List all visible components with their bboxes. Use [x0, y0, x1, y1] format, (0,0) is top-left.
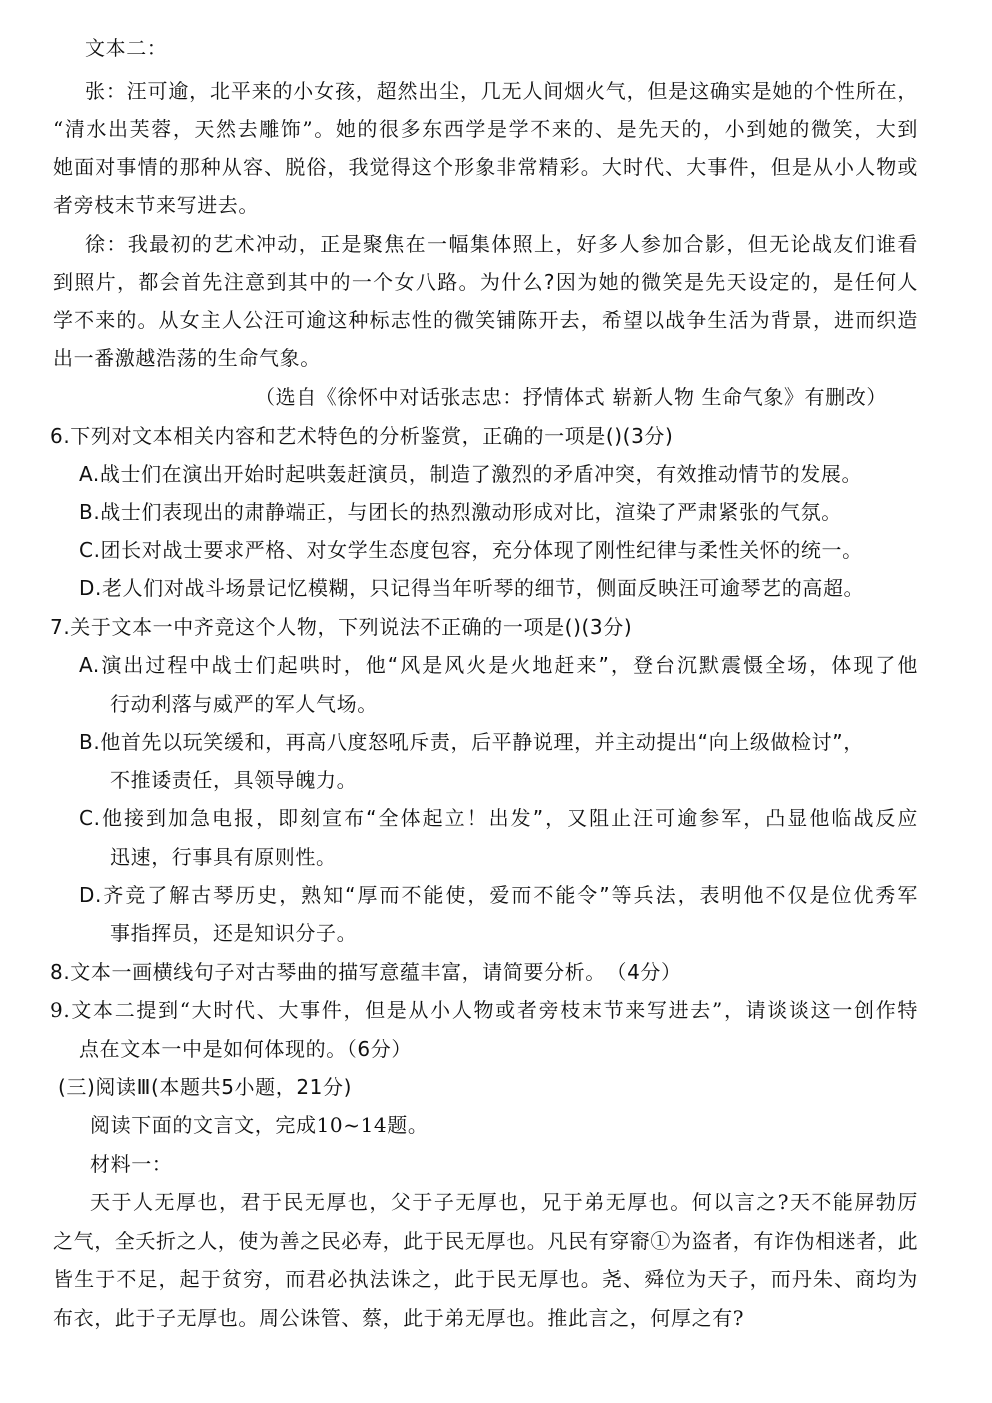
section3-instruction: 阅读下面的文言文，完成10~14题。 — [90, 1113, 429, 1137]
material1-line-2: 之气，全夭折之人，使为善之民必寿，此于民无厚也。凡民有穿窬①为盗者，有诈伪相迷者，此 — [53, 1229, 919, 1253]
q7-option-d-line-1: D.齐竞了解古琴历史，熟知“厚而不能使，爱而不能令”等兵法，表明他不仅是位优秀军 — [79, 883, 918, 907]
q6-option-c: C.团长对战士要求严格、对女学生态度包容，充分体现了刚性纪律与柔性关怀的统一。 — [79, 538, 863, 562]
section3-heading: (三)阅读Ⅲ(本题共5小题，21分) — [58, 1075, 352, 1099]
q7-option-a-line-1: A.演出过程中战士们起哄时，他“风是风火是火地赶来”，登台沉默震慑全场，体现了他 — [79, 653, 918, 677]
q7-option-b-line-2: 不推诿责任，具领导魄力。 — [110, 768, 358, 792]
q6-option-b: B.战士们表现出的肃静端正，与团长的热烈激动形成对比，渲染了严肃紧张的气氛。 — [79, 500, 842, 524]
q7-option-c-line-1: C.他接到加急电报，即刻宣布“全体起立！出发”，又阻止汪可逾参军，凸显他临战反应 — [79, 806, 918, 830]
material1-line-1: 天于人无厚也，君于民无厚也，父于子无厚也，兄于弟无厚也。何以言之?天不能屏勃厉 — [90, 1190, 918, 1214]
q6-stem: 6.下列对文本相关内容和艺术特色的分析鉴赏，正确的一项是()(3分) — [50, 424, 674, 448]
q6-option-d: D.老人们对战斗场景记忆模糊，只记得当年听琴的细节，侧面反映汪可逾琴艺的高超。 — [79, 576, 865, 600]
text2-heading: 文本二： — [85, 36, 168, 60]
material1-line-4: 布衣，此于子无厚也。周公诛管、蔡，此于弟无厚也。推此言之，何厚之有? — [53, 1306, 745, 1330]
q7-option-c-line-2: 迅速，行事具有原则性。 — [110, 845, 337, 869]
q7-stem: 7.关于文本一中齐竞这个人物，下列说法不正确的一项是()(3分) — [50, 615, 633, 639]
q7-option-a-line-2: 行动利落与威严的军人气场。 — [110, 692, 378, 716]
material1-line-3: 皆生于不足，起于贫穷，而君必执法诛之，此于民无厚也。尧、舜位为天子，而丹朱、商均为 — [53, 1267, 918, 1291]
q7-option-b-line-1: B.他首先以玩笑缓和，再高八度怒吼斥责，后平静说理，并主动提出“向上级做检讨”， — [79, 730, 864, 754]
text2-zhang-line-2: “清水出芙蓉，天然去雕饰”。她的很多东西学是学不来的、是先天的，小到她的微笑，大到 — [53, 117, 918, 141]
q6-option-a: A.战士们在演出开始时起哄轰赶演员，制造了激烈的矛盾冲突，有效推动情节的发展。 — [79, 462, 863, 486]
text2-zhang-line-3: 她面对事情的那种从容、脱俗，我觉得这个形象非常精彩。大时代、大事件，但是从小人物或 — [53, 155, 918, 179]
q9-line-1: 9.文本二提到“大时代、大事件，但是从小人物或者旁枝末节来写进去”，请谈谈这一创作特 — [50, 998, 918, 1022]
text2-xu-line-3: 学不来的。从女主人公汪可逾这种标志性的微笑铺陈开去，希望以战争生活为背景，进而织造 — [53, 308, 918, 332]
text2-xu-line-4: 出一番激越浩荡的生命气象。 — [53, 346, 321, 370]
text2-xu-line-1: 徐：我最初的艺术冲动，正是聚焦在一幅集体照上，好多人参加合影，但无论战友们谁看 — [85, 232, 918, 256]
q8-stem: 8.文本一画横线句子对古琴曲的描写意蕴丰富，请简要分析。 （4分） — [50, 960, 682, 984]
text2-zhang-line-1: 张：汪可逾，北平来的小女孩，超然出尘，几无人间烟火气，但是这确实是她的个性所在， — [85, 79, 918, 103]
q7-option-d-line-2: 事指挥员，还是知识分子。 — [110, 921, 358, 945]
text2-source: （选自《徐怀中对话张志忠：抒情体式 崭新人物 生命气象》有删改） — [255, 385, 887, 409]
text2-xu-line-2: 到照片，都会首先注意到其中的一个女八路。为什么?因为她的微笑是先天设定的，是任何人 — [53, 270, 918, 294]
text2-zhang-line-4: 者旁枝末节来写进去。 — [53, 193, 259, 217]
q9-line-2: 点在文本一中是如何体现的。（6分） — [79, 1037, 412, 1061]
material1-label: 材料一： — [90, 1152, 173, 1176]
